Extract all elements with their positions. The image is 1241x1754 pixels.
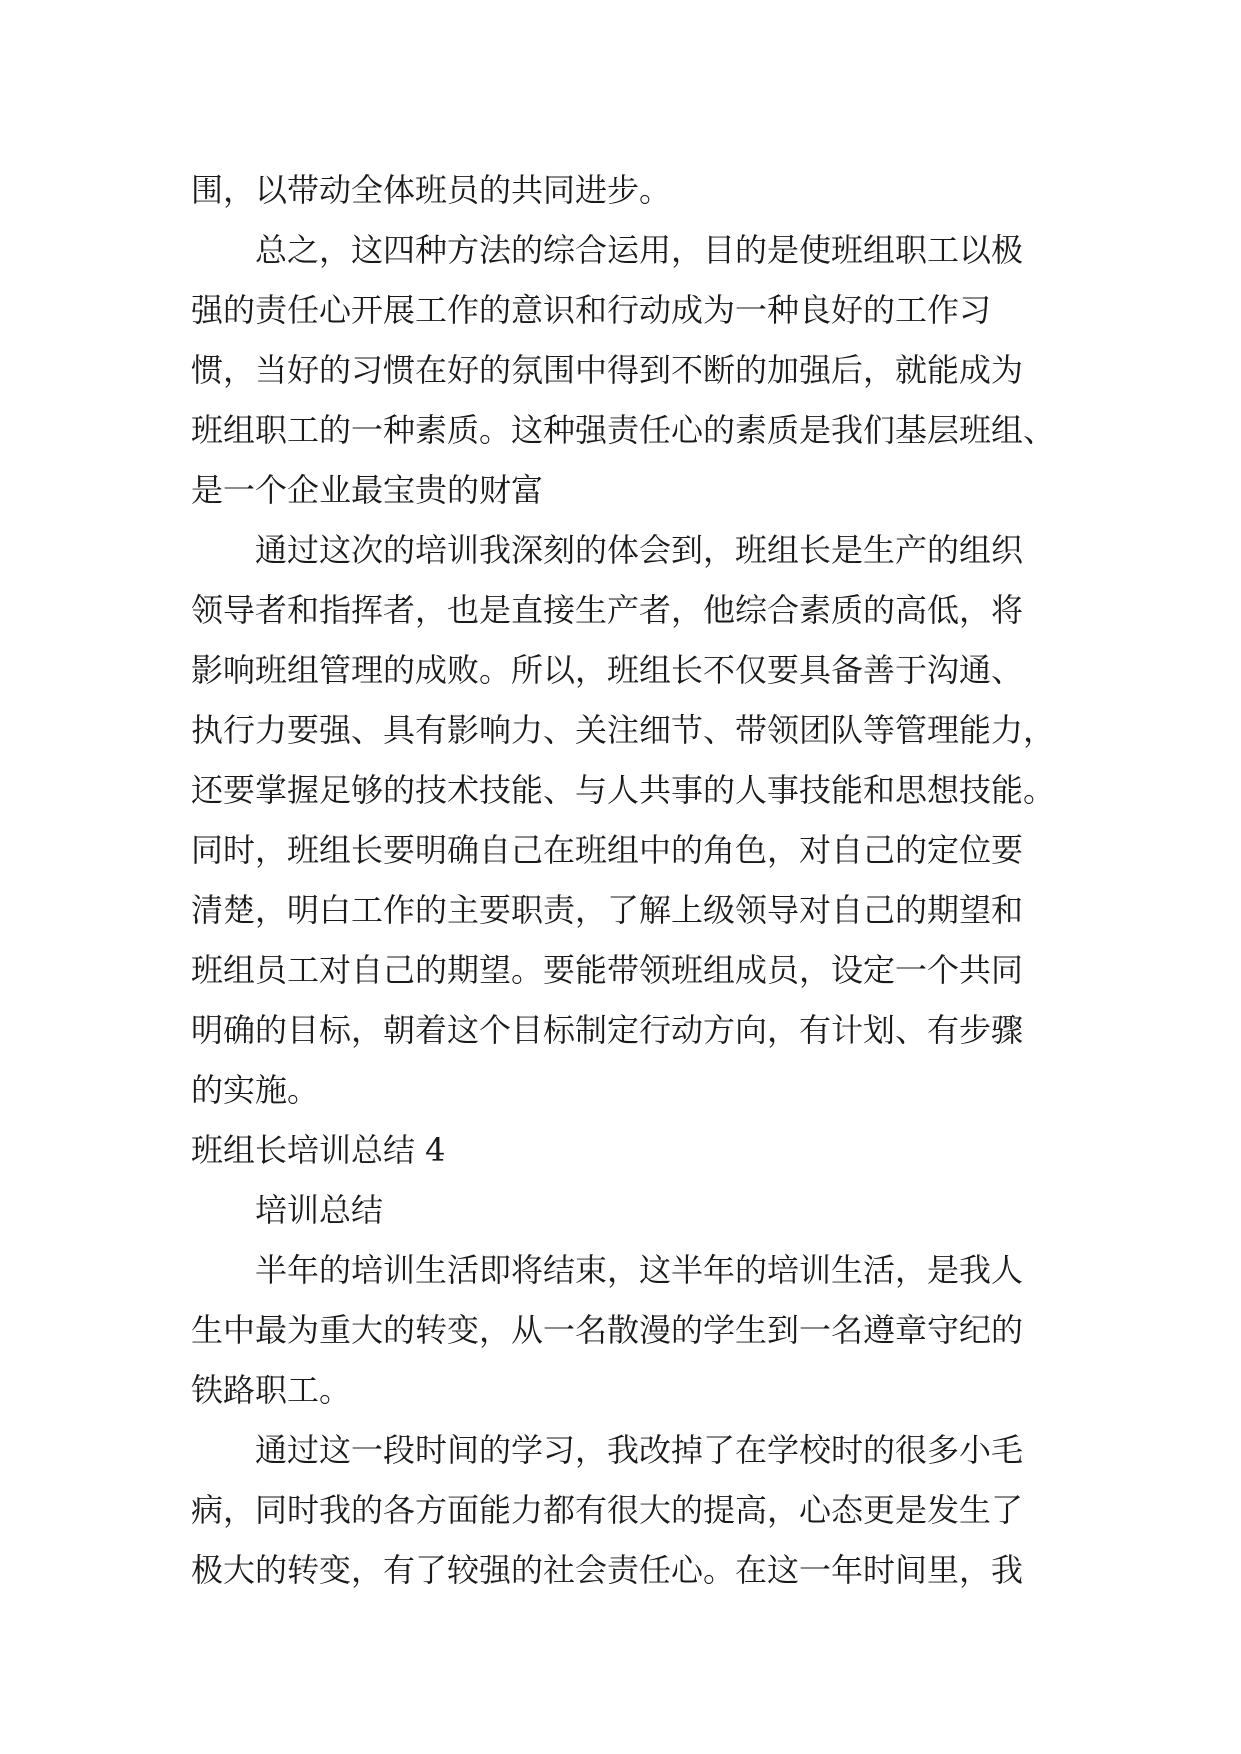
text-line: 明确的目标，朝着这个目标制定行动方向，有计划、有步骤 [191,1011,1024,1049]
paragraph-start-line: 通过这次的培训我深刻的体会到，班组长是生产的组织 [255,531,1024,569]
text-line: 班组员工对自己的期望。要能带领班组成员，设定一个共同 [191,951,1024,989]
text-line: 强的责任心开展工作的意识和行动成为一种良好的工作习 [191,291,992,329]
text-line: 是一个企业最宝贵的财富 [191,471,544,509]
paragraph-start-line: 总之，这四种方法的综合运用，目的是使班组职工以极 [255,231,1024,269]
subsection-heading: 培训总结 [255,1191,384,1229]
document-body [191,160,1071,1600]
paragraph-start-line: 通过这一段时间的学习，我改掉了在学校时的很多小毛 [255,1431,1024,1469]
text-line: 还要掌握足够的技术技能、与人共事的人事技能和思想技能。 [191,771,1056,809]
text-line: 的实施。 [191,1071,320,1109]
text-line: 极大的转变，有了较强的社会责任心。在这一年时间里，我 [191,1551,1024,1589]
text-line: 清楚，明白工作的主要职责，了解上级领导对自己的期望和 [191,891,1024,929]
text-line: 执行力要强、具有影响力、关注细节、带领团队等管理能力， [191,711,1056,749]
text-line: 同时，班组长要明确自己在班组中的角色，对自己的定位要 [191,831,1024,869]
section-heading: 班组长培训总结 4 [191,1131,446,1169]
text-line: 影响班组管理的成败。所以，班组长不仅要具备善于沟通、 [191,651,1024,689]
text-line: 领导者和指挥者，也是直接生产者，他综合素质的高低，将 [191,591,1024,629]
text-line: 生中最为重大的转变，从一名散漫的学生到一名遵章守纪的 [191,1311,1024,1349]
text-line: 围，以带动全体班员的共同进步。 [191,171,672,209]
text-line: 惯，当好的习惯在好的氛围中得到不断的加强后，就能成为 [191,351,1024,389]
paragraph-start-line: 半年的培训生活即将结束，这半年的培训生活，是我人 [255,1251,1024,1289]
text-line: 班组职工的一种素质。这种强责任心的素质是我们基层班组、 [191,411,1056,449]
text-line: 铁路职工。 [191,1371,352,1409]
text-line: 病，同时我的各方面能力都有很大的提高，心态更是发生了 [191,1491,1024,1529]
